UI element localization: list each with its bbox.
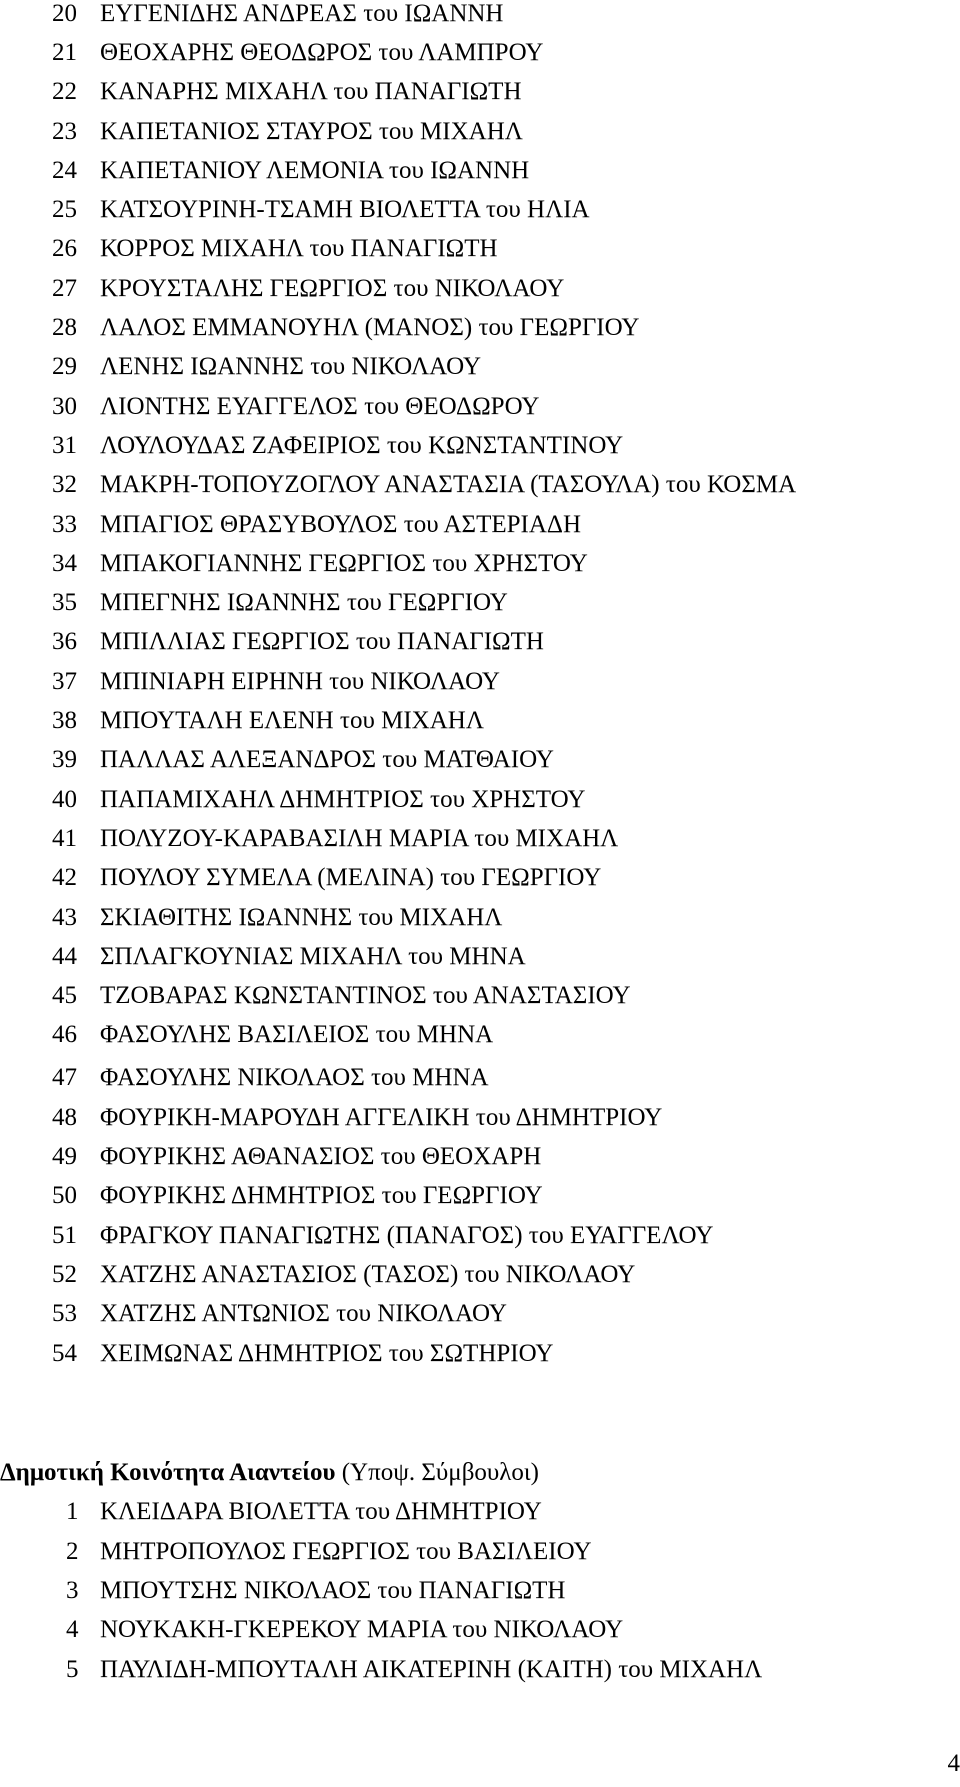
list-item-number: 25 (52, 196, 77, 223)
list-item-number: 26 (52, 235, 77, 262)
list-item-name: ΜΠΟΥΤΑΛΗ ΕΛΕΝΗ του ΜΙΧΑΗΛ (100, 707, 484, 734)
list-item-number: 24 (52, 157, 77, 184)
list-item-name: ΘΕΟΧΑΡΗΣ ΘΕΟΔΩΡΟΣ του ΛΑΜΠΡΟΥ (100, 39, 544, 66)
section-heading-subtitle: (Υποψ. Σύμβουλοι) (335, 1459, 539, 1486)
list-item-name: ΦΟΥΡΙΚΗΣ ΑΘΑΝΑΣΙΟΣ του ΘΕΟΧΑΡΗ (100, 1143, 542, 1170)
list-item-name: ΦΡΑΓΚΟΥ ΠΑΝΑΓΙΩΤΗΣ (ΠΑΝΑΓΟΣ) του ΕΥΑΓΓΕΛΟΥ (100, 1222, 714, 1249)
list-item-number: 38 (52, 707, 77, 734)
list-item-name: ΠΟΛΥΖΟΥ-ΚΑΡΑΒΑΣΙΛΗ ΜΑΡΙΑ του ΜΙΧΑΗΛ (100, 825, 619, 852)
list-item-name: ΣΠΛΑΓΚΟΥΝΙΑΣ ΜΙΧΑΗΛ του ΜΗΝΑ (100, 943, 526, 970)
list-item-number: 51 (52, 1222, 77, 1249)
list-item-name: ΝΟΥΚΑΚΗ-ΓΚΕΡΕΚΟΥ ΜΑΡΙΑ του ΝΙΚΟΛΑΟΥ (100, 1616, 624, 1643)
list-item-number: 32 (52, 471, 77, 498)
list-item-number: 43 (52, 904, 77, 931)
list-item-name: ΜΠΕΓΝΗΣ ΙΩΑΝΝΗΣ του ΓΕΩΡΓΙΟΥ (100, 589, 508, 616)
list-item-number: 46 (52, 1021, 77, 1048)
list-item-number: 45 (52, 982, 77, 1009)
list-item-name: ΚΟΡΡΟΣ ΜΙΧΑΗΛ του ΠΑΝΑΓΙΩΤΗ (100, 235, 498, 262)
list-item-name: ΜΠΙΝΙΑΡΗ ΕΙΡΗΝΗ του ΝΙΚΟΛΑΟΥ (100, 668, 500, 695)
list-item-name: ΧΕΙΜΩΝΑΣ ΔΗΜΗΤΡΙΟΣ του ΣΩΤΗΡΙΟΥ (100, 1340, 554, 1367)
list-item-number: 36 (52, 628, 77, 655)
list-item-number: 29 (52, 353, 77, 380)
list-item-name: ΧΑΤΖΗΣ ΑΝΤΩΝΙΟΣ του ΝΙΚΟΛΑΟΥ (100, 1300, 507, 1327)
list-item-name: ΚΛΕΙΔΑΡΑ ΒΙΟΛΕΤΤΑ του ΔΗΜΗΤΡΙΟΥ (100, 1498, 542, 1525)
list-item-number: 39 (52, 746, 77, 773)
list-item-name: ΧΑΤΖΗΣ ΑΝΑΣΤΑΣΙΟΣ (ΤΑΣΟΣ) του ΝΙΚΟΛΑΟΥ (100, 1261, 636, 1288)
list-item-name: ΦΟΥΡΙΚΗ-ΜΑΡΟΥΔΗ ΑΓΓΕΛΙΚΗ του ΔΗΜΗΤΡΙΟΥ (100, 1104, 663, 1131)
list-item-number: 2 (66, 1538, 79, 1565)
list-item-name: ΜΠΑΚΟΓΙΑΝΝΗΣ ΓΕΩΡΓΙΟΣ του ΧΡΗΣΤΟΥ (100, 550, 588, 577)
list-item-number: 50 (52, 1182, 77, 1209)
list-item-name: ΜΗΤΡΟΠΟΥΛΟΣ ΓΕΩΡΓΙΟΣ του ΒΑΣΙΛΕΙΟΥ (100, 1538, 592, 1565)
list-item-number: 22 (52, 78, 77, 105)
list-item-number: 31 (52, 432, 77, 459)
list-item-name: ΠΑΠΑΜΙΧΑΗΛ ΔΗΜΗΤΡΙΟΣ του ΧΡΗΣΤΟΥ (100, 786, 586, 813)
list-item-name: ΕΥΓΕΝΙΔΗΣ ΑΝΔΡΕΑΣ του ΙΩΑΝΝΗ (100, 0, 504, 27)
section-heading (0, 1455, 539, 1491)
list-item-number: 35 (52, 589, 77, 616)
list-item-number: 33 (52, 511, 77, 538)
list-item-number: 40 (52, 786, 77, 813)
list-item-number: 54 (52, 1340, 77, 1367)
list-item-number: 47 (52, 1064, 77, 1091)
list-item-number: 44 (52, 943, 77, 970)
list-item-name: ΦΟΥΡΙΚΗΣ ΔΗΜΗΤΡΙΟΣ του ΓΕΩΡΓΙΟΥ (100, 1182, 543, 1209)
list-item-name: ΦΑΣΟΥΛΗΣ ΒΑΣΙΛΕΙΟΣ του ΜΗΝΑ (100, 1021, 494, 1048)
list-item-name: ΠΑΛΛΑΣ ΑΛΕΞΑΝΔΡΟΣ του ΜΑΤΘΑΙΟΥ (100, 746, 554, 773)
list-item-number: 1 (66, 1498, 79, 1525)
list-item-number: 21 (52, 39, 77, 66)
list-item-number: 20 (52, 0, 77, 27)
list-item-number: 37 (52, 668, 77, 695)
list-item-name: ΛΕΝΗΣ ΙΩΑΝΝΗΣ του ΝΙΚΟΛΑΟΥ (100, 353, 481, 380)
list-item-name: ΛΑΛΟΣ ΕΜΜΑΝΟΥΗΛ (ΜΑΝΟΣ) του ΓΕΩΡΓΙΟΥ (100, 314, 640, 341)
section-heading-title: Δημοτική Κοινότητα Αιαντείου (0, 1459, 336, 1486)
list-item-name: ΚΑΝΑΡΗΣ ΜΙΧΑΗΛ του ΠΑΝΑΓΙΩΤΗ (100, 78, 522, 105)
page-number: 4 (947, 1750, 960, 1777)
list-item-number: 52 (52, 1261, 77, 1288)
list-item-name: ΠΑΥΛΙΔΗ-ΜΠΟΥΤΑΛΗ ΑΙΚΑΤΕΡΙΝΗ (ΚΑΙΤΗ) του ΜΙΧΑΗΛ (100, 1656, 763, 1683)
list-item-name: ΠΟΥΛΟΥ ΣΥΜΕΛΑ (ΜΕΛΙΝΑ) του ΓΕΩΡΓΙΟΥ (100, 864, 602, 891)
list-item-number: 42 (52, 864, 77, 891)
list-item-number: 30 (52, 393, 77, 420)
list-item-name: ΚΑΠΕΤΑΝΙΟΣ ΣΤΑΥΡΟΣ του ΜΙΧΑΗΛ (100, 118, 523, 145)
list-item-number: 53 (52, 1300, 77, 1327)
list-item-number: 41 (52, 825, 77, 852)
list-item-number: 3 (66, 1577, 79, 1604)
list-item-name: ΛΙΟΝΤΗΣ ΕΥΑΓΓΕΛΟΣ του ΘΕΟΔΩΡΟΥ (100, 393, 540, 420)
list-item-name: ΚΑΠΕΤΑΝΙΟΥ ΛΕΜΟΝΙΑ του ΙΩΑΝΝΗ (100, 157, 530, 184)
list-item-name: ΚΑΤΣΟΥΡΙΝΗ-ΤΣΑΜΗ ΒΙΟΛΕΤΤΑ του ΗΛΙΑ (100, 196, 590, 223)
list-item-name: ΣΚΙΑΘΙΤΗΣ ΙΩΑΝΝΗΣ του ΜΙΧΑΗΛ (100, 904, 503, 931)
list-item-number: 5 (66, 1656, 79, 1683)
list-item-number: 34 (52, 550, 77, 577)
list-item-number: 48 (52, 1104, 77, 1131)
list-item-number: 27 (52, 275, 77, 302)
list-item-name: ΜΑΚΡΗ-ΤΟΠΟΥΖΟΓΛΟΥ ΑΝΑΣΤΑΣΙΑ (ΤΑΣΟΥΛΑ) του ΚΟΣΜΑ (100, 471, 797, 498)
list-item-name: ΚΡΟΥΣΤΑΛΗΣ ΓΕΩΡΓΙΟΣ του ΝΙΚΟΛΑΟΥ (100, 275, 565, 302)
list-item-name: ΦΑΣΟΥΛΗΣ ΝΙΚΟΛΑΟΣ του ΜΗΝΑ (100, 1064, 489, 1091)
list-item-name: ΜΠΟΥΤΣΗΣ ΝΙΚΟΛΑΟΣ του ΠΑΝΑΓΙΩΤΗ (100, 1577, 566, 1604)
list-item-number: 49 (52, 1143, 77, 1170)
list-item-number: 23 (52, 118, 77, 145)
list-item-number: 4 (66, 1616, 79, 1643)
list-item-name: ΤΖΟΒΑΡΑΣ ΚΩΝΣΤΑΝΤΙΝΟΣ του ΑΝΑΣΤΑΣΙΟΥ (100, 982, 631, 1009)
list-item-name: ΜΠΑΓΙΟΣ ΘΡΑΣΥΒΟΥΛΟΣ του ΑΣΤΕΡΙΑΔΗ (100, 511, 582, 538)
list-item-name: ΛΟΥΛΟΥΔΑΣ ΖΑΦΕΙΡΙΟΣ του ΚΩΝΣΤΑΝΤΙΝΟΥ (100, 432, 624, 459)
list-item-number: 28 (52, 314, 77, 341)
list-item-name: ΜΠΙΛΛΙΑΣ ΓΕΩΡΓΙΟΣ του ΠΑΝΑΓΙΩΤΗ (100, 628, 544, 655)
